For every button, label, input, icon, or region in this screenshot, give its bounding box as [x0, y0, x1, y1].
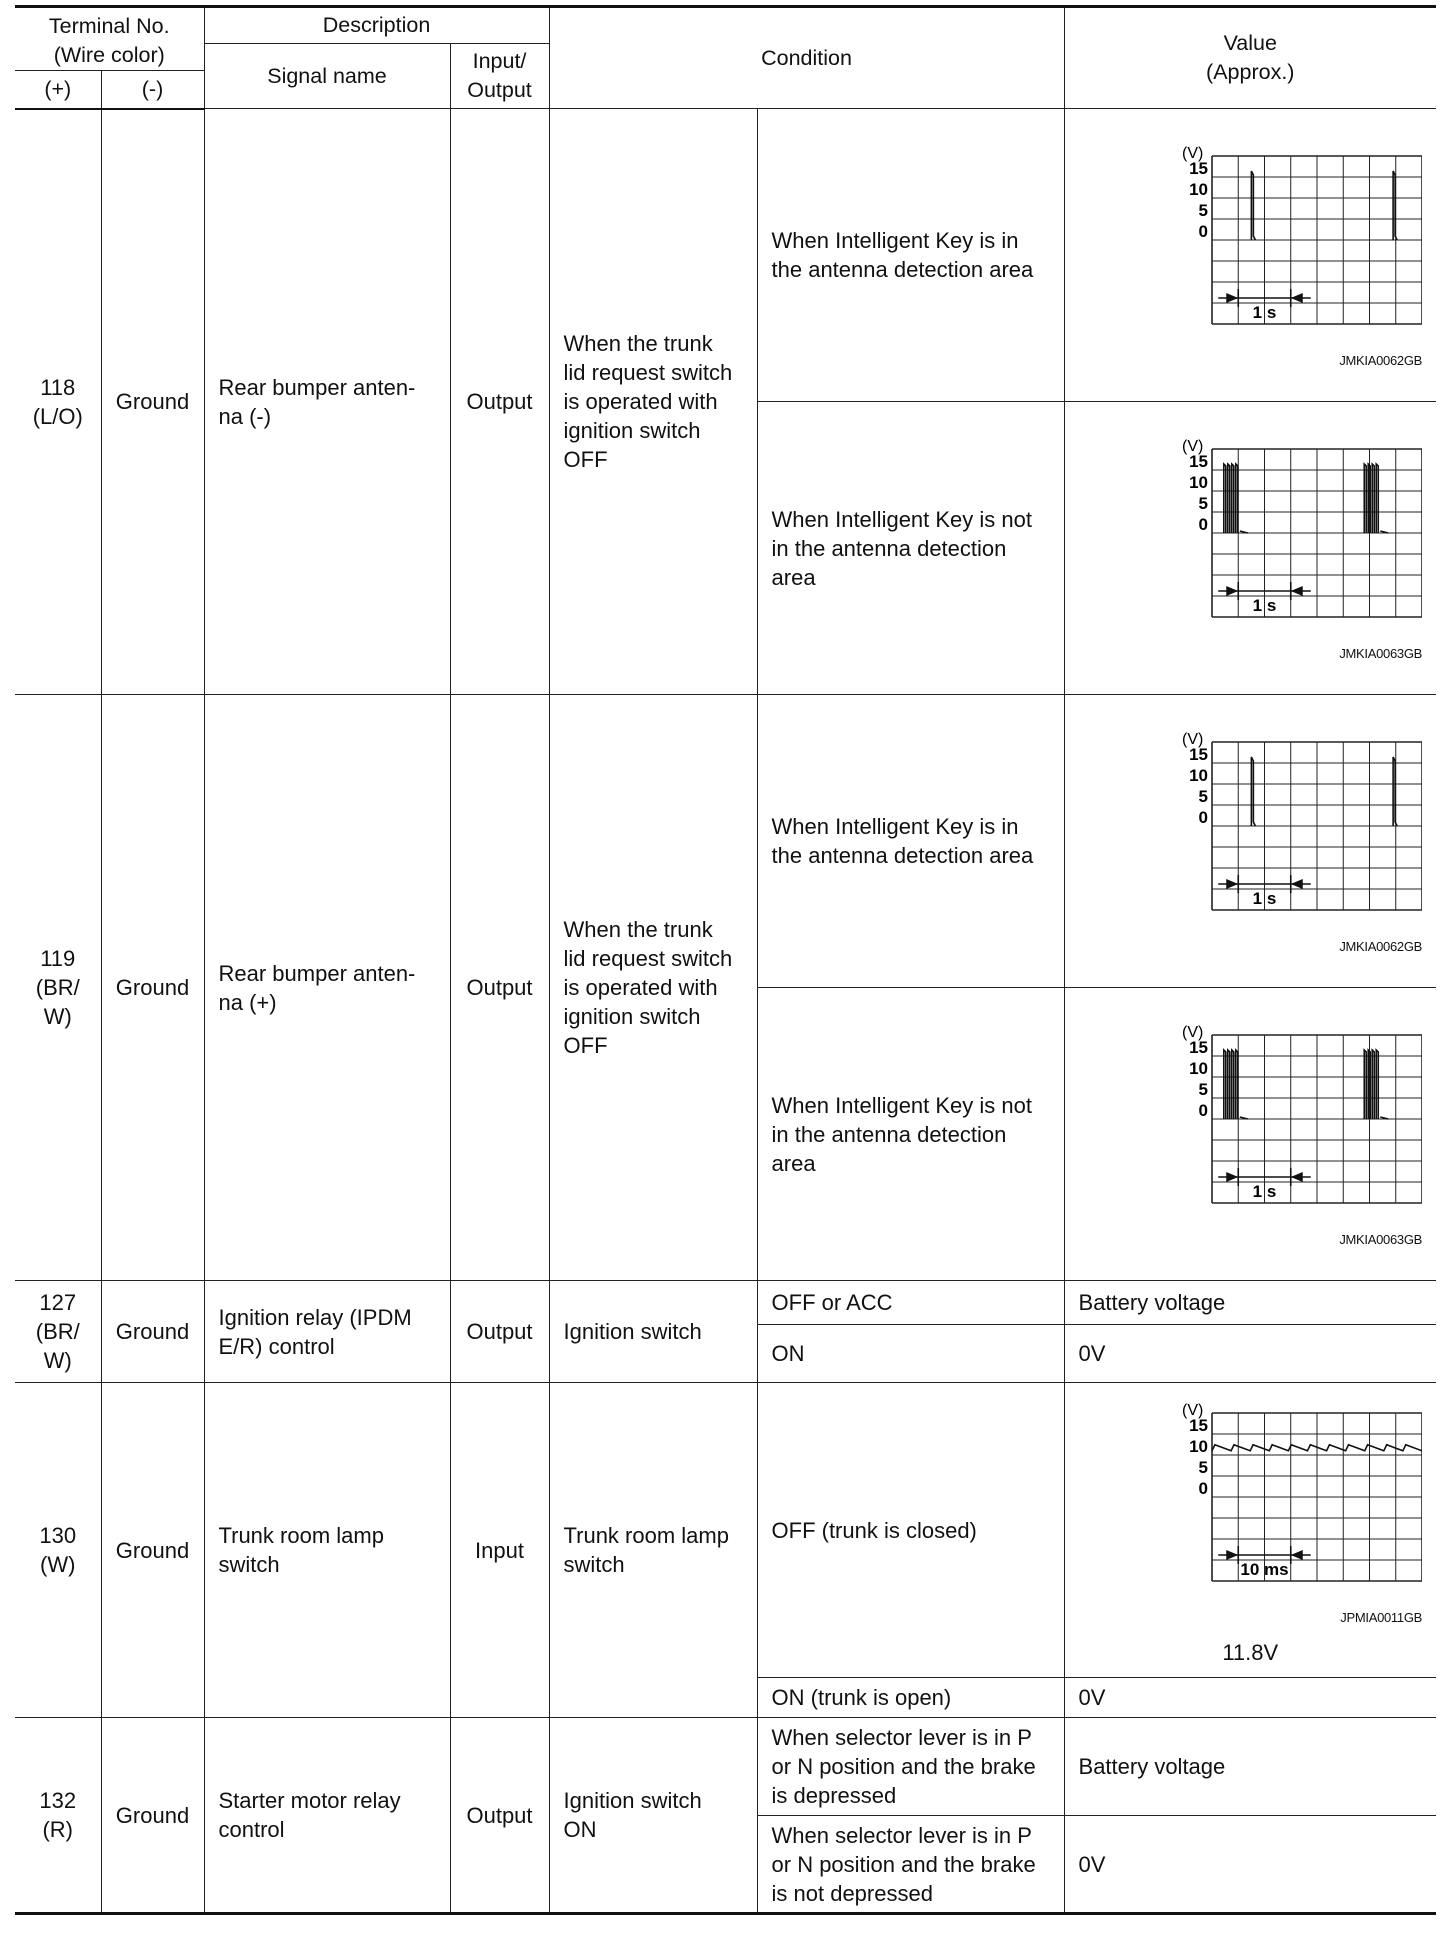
terminal-number: 130	[39, 1523, 77, 1548]
axis-unit-label: (V)	[1182, 1402, 1204, 1419]
signal-trace	[1393, 171, 1397, 240]
axis-tick-label: 5	[1198, 1079, 1209, 1099]
scale-bar-arrow	[1226, 1172, 1238, 1182]
signal-trace	[1224, 1050, 1226, 1119]
scale-bar-arrow	[1226, 293, 1238, 303]
signal-trace	[1364, 464, 1366, 533]
axis-tick-label: 15	[1189, 744, 1209, 764]
sub-condition	[757, 402, 1064, 695]
axis-tick-label: 0	[1198, 1100, 1209, 1120]
input-output: Output	[450, 1718, 549, 1914]
axis-tick-label: 5	[1198, 493, 1209, 513]
table-row	[15, 695, 1436, 988]
axis-tick-label: 10	[1189, 472, 1209, 492]
condition-line: is operated with	[563, 975, 718, 1000]
axis-tick-label: 0	[1198, 807, 1209, 827]
axis-tick-label: 15	[1189, 158, 1209, 178]
signal-name-line: control	[218, 1817, 285, 1842]
signal-trace	[1393, 757, 1397, 826]
signal-trace	[1372, 464, 1374, 533]
scale-bar-arrow	[1226, 1550, 1238, 1560]
condition-line: ON	[563, 1817, 597, 1842]
signal-name-line: E/R) control	[218, 1333, 335, 1359]
oscilloscope-waveform	[1142, 1393, 1422, 1603]
header-row-1	[15, 7, 1436, 44]
terminal-minus: Ground	[101, 109, 204, 695]
terminal-plus	[15, 695, 101, 1281]
sub-condition-line: the antenna detection area	[771, 843, 1034, 868]
scale-bar-arrow	[1226, 879, 1238, 889]
sub-condition-line: is depressed	[771, 1783, 897, 1808]
header-description: Description	[204, 7, 549, 44]
figure-code: JMKIA0062GB	[1339, 938, 1423, 954]
header-value-label: Value	[1223, 31, 1277, 55]
condition-line: Trunk room lamp	[563, 1523, 729, 1548]
header-wire-color-label: (Wire color)	[53, 43, 165, 67]
axis-unit-label: (V)	[1182, 730, 1204, 748]
condition-line: lid request switch	[563, 360, 733, 385]
axis-tick-label: 0	[1198, 1479, 1209, 1498]
oscilloscope-waveform	[1142, 136, 1422, 346]
sub-condition: ON	[757, 1325, 1064, 1383]
oscilloscope-waveform	[1142, 722, 1422, 932]
signal-trace	[1228, 464, 1230, 533]
condition-line: OFF	[563, 447, 608, 472]
sub-condition: OFF (trunk is closed)	[757, 1383, 1064, 1678]
signal-name	[204, 1718, 450, 1914]
signal-trace	[1228, 1050, 1230, 1119]
scale-bar-arrow	[1291, 293, 1303, 303]
wire-color: (BR/	[35, 975, 80, 1000]
value-text: Battery voltage	[1064, 1718, 1436, 1816]
axis-unit-label: (V)	[1182, 437, 1204, 455]
signal-name-line: Rear bumper anten-	[218, 960, 416, 986]
header-condition: Condition	[549, 7, 1064, 109]
sub-condition-line: When Intelligent Key is not	[771, 506, 1032, 532]
axis-tick-label: 0	[1198, 221, 1209, 241]
oscilloscope-waveform	[1142, 429, 1422, 639]
wire-color: (BR/	[35, 1319, 80, 1344]
sub-condition	[757, 109, 1064, 402]
axis-tick-label: 10	[1189, 1058, 1209, 1078]
table-row	[15, 1718, 1436, 1816]
wire-color: W)	[43, 1348, 72, 1373]
condition-line: lid request switch	[563, 946, 733, 971]
header-approx-label: (Approx.)	[1206, 60, 1295, 84]
sub-condition-line: or N position and the brake	[771, 1754, 1036, 1779]
oscilloscope-waveform	[1142, 1015, 1422, 1225]
condition	[549, 109, 757, 695]
condition-line: ignition switch	[563, 418, 701, 443]
signal-name-line: na (+)	[218, 989, 277, 1015]
condition-line: Ignition switch	[563, 1788, 702, 1813]
signal-name-line: Ignition relay (IPDM	[218, 1304, 412, 1330]
table-row	[15, 1281, 1436, 1325]
sub-condition	[757, 988, 1064, 1281]
sub-condition: OFF or ACC	[757, 1281, 1064, 1325]
figure-code: JMKIA0062GB	[1339, 352, 1423, 368]
terminal-number: 118	[40, 374, 76, 400]
sub-condition-line: When selector lever is in P	[771, 1822, 1032, 1848]
condition-line: switch	[563, 1552, 625, 1577]
sub-condition	[757, 695, 1064, 988]
scale-bar-arrow	[1291, 1172, 1303, 1182]
signal-trace	[1376, 1050, 1378, 1119]
scale-bar-label: 10 ms	[1240, 1560, 1289, 1579]
sub-condition-line: When Intelligent Key is in	[771, 228, 1019, 253]
sub-condition-line: in the antenna detection	[771, 535, 1007, 561]
axis-tick-label: 10	[1189, 765, 1209, 785]
axis-unit-label: (V)	[1182, 144, 1204, 162]
header-value	[1064, 7, 1436, 109]
header-input-label: Input/	[472, 49, 527, 73]
terminal-number: 127	[39, 1290, 77, 1315]
signal-name-line: Starter motor relay	[218, 1788, 401, 1813]
scale-bar-label: 1 s	[1252, 595, 1277, 615]
sub-condition-line: is not depressed	[771, 1880, 933, 1906]
wire-color: (R)	[42, 1817, 74, 1842]
header-output-label: Output	[467, 78, 532, 102]
figure-code: JPMIA0011GB	[1340, 1610, 1423, 1625]
signal-trace	[1372, 1050, 1374, 1119]
condition-line: ignition switch	[563, 1004, 701, 1029]
sub-condition-line: When Intelligent Key is not	[771, 1092, 1032, 1118]
sub-condition-line: When selector lever is in P	[771, 1725, 1032, 1750]
axis-tick-label: 5	[1198, 786, 1209, 806]
signal-trace	[1251, 171, 1255, 240]
terminal-plus	[15, 1383, 101, 1718]
scale-bar-label: 1 s	[1252, 888, 1277, 908]
sub-condition-line: or N position and the brake	[771, 1851, 1036, 1877]
axis-tick-label: 10	[1189, 179, 1209, 199]
input-output: Input	[450, 1383, 549, 1718]
signal-name-line: Trunk room lamp	[218, 1523, 384, 1548]
signal-name-line: na (-)	[218, 403, 272, 429]
header-signal-name: Signal name	[204, 44, 450, 109]
scale-bar-arrow	[1226, 586, 1238, 596]
signal-trace	[1376, 464, 1378, 533]
axis-tick-label: 5	[1198, 1458, 1209, 1477]
input-output: Output	[450, 109, 549, 695]
value-waveform	[1064, 402, 1436, 695]
table-row	[15, 109, 1436, 402]
sub-condition-line: area	[771, 564, 816, 590]
header-input-output	[450, 44, 549, 109]
signal-trace	[1232, 464, 1234, 533]
signal-name	[204, 1383, 450, 1718]
signal-name	[204, 695, 450, 1281]
terminal-minus: Ground	[101, 1383, 204, 1718]
signal-trace	[1232, 1050, 1234, 1119]
wire-color: W)	[43, 1004, 72, 1029]
input-output: Output	[450, 695, 549, 1281]
axis-tick-label: 10	[1189, 1437, 1209, 1456]
value-text: 0V	[1064, 1816, 1436, 1914]
terminal-plus	[15, 109, 101, 695]
sub-condition: ON (trunk is open)	[757, 1678, 1064, 1718]
signal-trace	[1236, 1050, 1238, 1119]
terminal-minus: Ground	[101, 695, 204, 1281]
signal-name-line: Rear bumper anten-	[218, 374, 416, 400]
sub-condition-line: When Intelligent Key is in	[771, 814, 1019, 839]
terminal-number: 132	[39, 1788, 77, 1813]
value-text: 0V	[1064, 1325, 1436, 1383]
condition-line: OFF	[563, 1033, 608, 1058]
value-waveform	[1064, 988, 1436, 1281]
scale-bar-arrow	[1291, 1550, 1303, 1560]
condition-line: When the trunk	[563, 917, 713, 942]
sub-condition-line: area	[771, 1150, 816, 1176]
sub-condition	[757, 1816, 1064, 1914]
axis-tick-label: 15	[1189, 1037, 1209, 1057]
scale-bar-label: 1 s	[1252, 302, 1277, 322]
signal-name	[204, 1281, 450, 1383]
value-waveform	[1064, 1383, 1436, 1678]
axis-unit-label: (V)	[1182, 1023, 1204, 1041]
signal-name	[204, 109, 450, 695]
axis-tick-label: 15	[1189, 451, 1209, 471]
figure-code: JMKIA0063GB	[1339, 645, 1423, 661]
condition: Ignition switch	[549, 1281, 757, 1383]
terminal-spec-table	[15, 5, 1436, 1915]
terminal-minus: Ground	[101, 1281, 204, 1383]
sub-condition-line: the antenna detection area	[771, 257, 1034, 282]
signal-trace	[1251, 757, 1255, 826]
terminal-number: 119	[40, 946, 76, 971]
condition	[549, 1718, 757, 1914]
signal-trace	[1236, 464, 1238, 533]
terminal-plus	[15, 1281, 101, 1383]
value-waveform	[1064, 109, 1436, 402]
axis-tick-label: 15	[1189, 1416, 1209, 1435]
terminal-minus: Ground	[101, 1718, 204, 1914]
value-text: Battery voltage	[1064, 1281, 1436, 1325]
header-minus: (-)	[101, 71, 204, 109]
scale-bar-arrow	[1291, 879, 1303, 889]
condition-line: When the trunk	[563, 331, 713, 356]
value-text: 11.8V	[1222, 1640, 1279, 1665]
table-row	[15, 1383, 1436, 1678]
terminal-plus	[15, 1718, 101, 1914]
value-waveform	[1064, 695, 1436, 988]
axis-tick-label: 0	[1198, 514, 1209, 534]
condition	[549, 1383, 757, 1718]
figure-code: JMKIA0063GB	[1339, 1231, 1423, 1247]
wire-color: (L/O)	[32, 403, 83, 429]
signal-trace	[1364, 1050, 1366, 1119]
signal-trace	[1224, 464, 1226, 533]
sub-condition-line: in the antenna detection	[771, 1121, 1007, 1147]
signal-name-line: switch	[218, 1552, 280, 1577]
wire-color: (W)	[40, 1552, 76, 1577]
scale-bar-label: 1 s	[1252, 1181, 1277, 1201]
header-terminal-no-label: Terminal No.	[48, 14, 170, 38]
header-plus: (+)	[15, 71, 101, 109]
sub-condition	[757, 1718, 1064, 1816]
input-output: Output	[450, 1281, 549, 1383]
value-text: 0V	[1064, 1678, 1436, 1718]
axis-tick-label: 5	[1198, 200, 1209, 220]
header-terminal-no	[15, 7, 204, 71]
condition-line: is operated with	[563, 389, 718, 414]
condition	[549, 695, 757, 1281]
scale-bar-arrow	[1291, 586, 1303, 596]
